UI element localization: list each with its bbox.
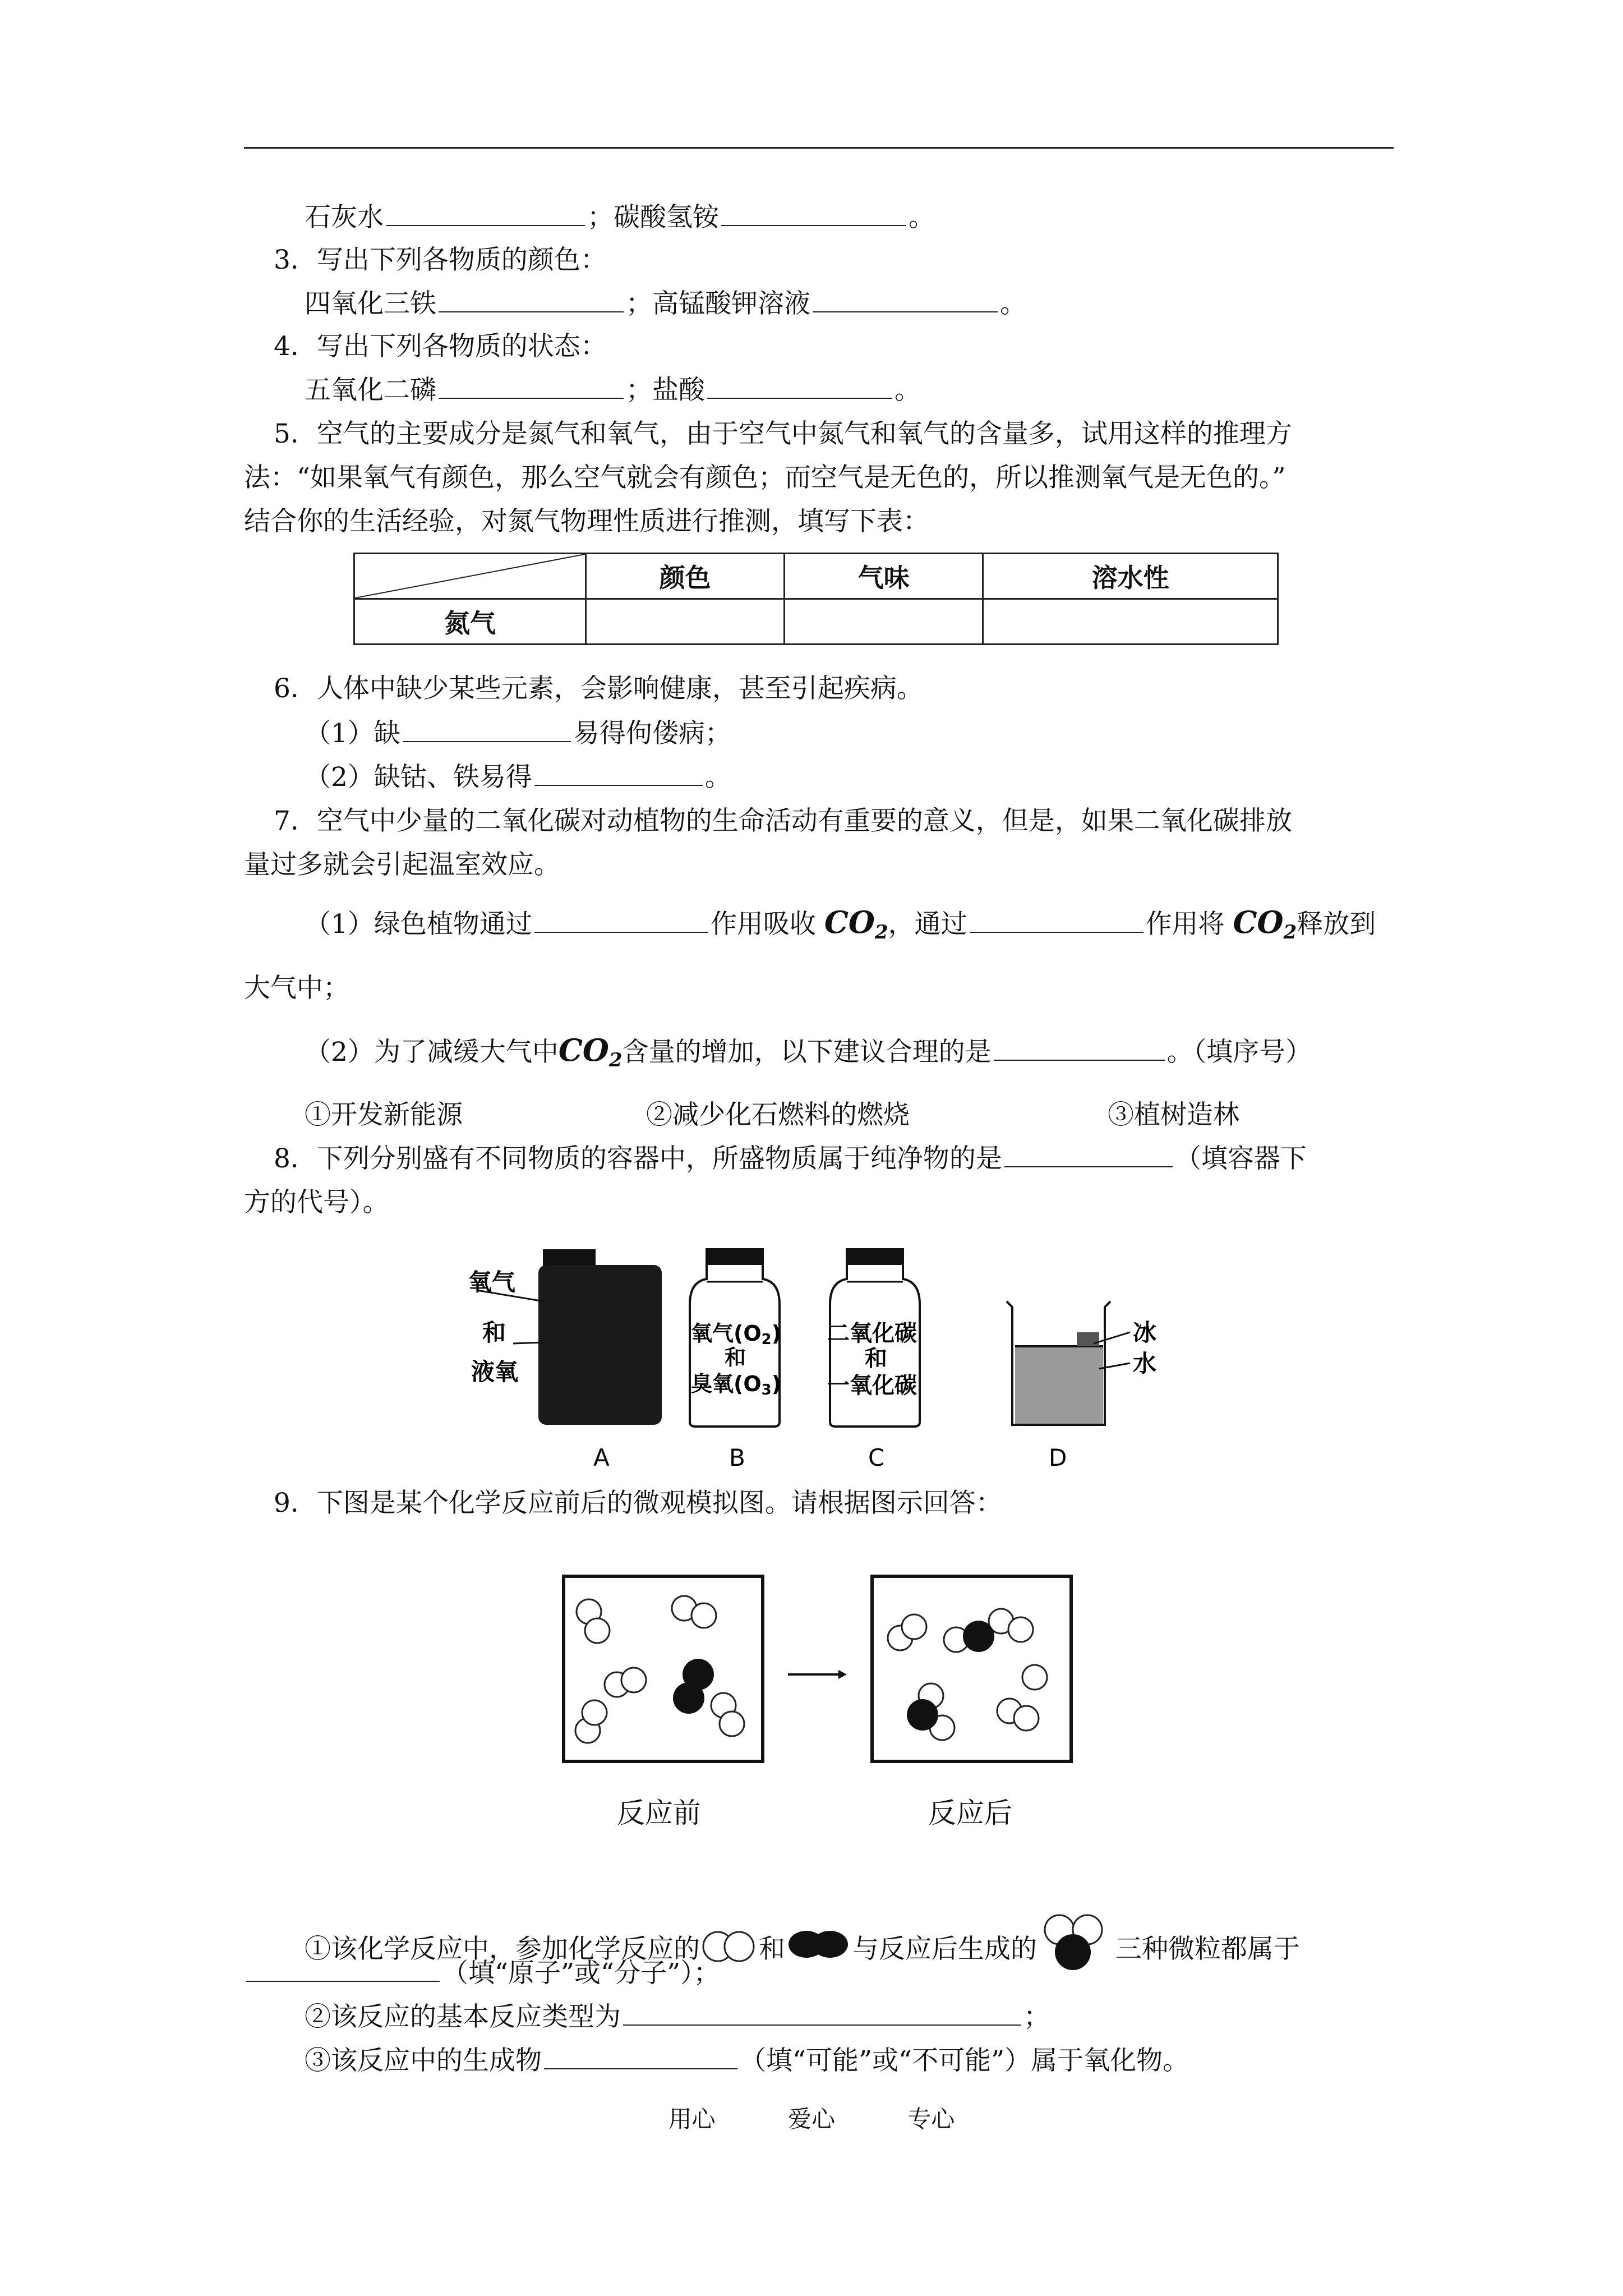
- text: ③该反应中的生成物: [305, 2045, 542, 2076]
- q8-line-2: 方的代号）。: [244, 1187, 389, 1218]
- text: ；碳酸氢铵: [587, 202, 719, 233]
- svg-text:和: 和: [865, 1346, 887, 1372]
- q4-title: 4．写出下列各物质的状态：: [274, 331, 607, 362]
- text: 易得佝偻病；: [573, 718, 731, 749]
- product-molecule-icon: [1037, 1913, 1115, 1975]
- text: ；高锰酸钾溶液: [626, 288, 810, 319]
- text: ；盐酸: [626, 375, 705, 406]
- containers-figure: [460, 1248, 1161, 1473]
- label: 氧气: [468, 1268, 516, 1296]
- q5-line-1: 5．空气的主要成分是氮气和氧气，由于空气中氮气和氧气的含量多，试用这样的推理方: [274, 418, 1292, 449]
- container-d: [1007, 1301, 1156, 1425]
- container-a: [468, 1249, 662, 1425]
- text: ②该反应的基本反应类型为: [305, 2001, 621, 2032]
- text: 。: [895, 375, 921, 406]
- text: （1）缺: [305, 718, 400, 749]
- text: ，通过: [888, 909, 967, 940]
- text: （填容器下: [1174, 1143, 1307, 1174]
- text: 作用将: [1145, 909, 1225, 940]
- q8-line-1: [274, 1142, 1307, 1176]
- answer-blank[interactable]: [534, 762, 703, 786]
- after-caption: 反应后: [928, 1797, 1012, 1829]
- footer-word: 用心: [668, 2105, 716, 2133]
- q7-option-1: ①开发新能源: [305, 1099, 463, 1130]
- text: （填“原子”或“分子”）；: [442, 1958, 720, 1989]
- q6-line-1: [305, 717, 731, 751]
- footer-word: 专心: [907, 2105, 955, 2133]
- table-row: [354, 599, 1278, 645]
- q7-part1-cont: 大气中；: [244, 973, 349, 1004]
- q6-line-2: [305, 761, 731, 794]
- text: 与反应后生成的: [852, 1934, 1037, 1964]
- answer-blank[interactable]: [439, 375, 624, 399]
- table-cell[interactable]: [586, 599, 785, 645]
- container-c: [827, 1248, 920, 1427]
- table-header: 气味: [785, 554, 983, 599]
- text: （2）缺钴、铁易得: [305, 762, 532, 793]
- co2-formula: $CO_2$: [1233, 904, 1297, 944]
- before-black-molecule: [673, 1659, 714, 1714]
- row-label: 氮气: [354, 599, 586, 645]
- text: 8．下列分别盛有不同物质的容器中，所盛物质属于纯净物的是: [274, 1143, 1002, 1174]
- q9-part2: [305, 2000, 1050, 2034]
- q4-line: [305, 374, 921, 407]
- letter-c: C: [868, 1444, 885, 1471]
- text: 释放到: [1297, 909, 1376, 940]
- q3-title: 3．写出下列各物质的颜色：: [274, 245, 607, 275]
- q2-line: [305, 201, 935, 234]
- label: 和: [482, 1319, 506, 1346]
- answer-blank[interactable]: [623, 2002, 1021, 2026]
- q7-part2: [305, 1033, 1312, 1077]
- svg-text:臭氧(O3): 臭氧(O3): [691, 1372, 782, 1398]
- answer-blank[interactable]: [813, 289, 998, 312]
- answer-blank[interactable]: [403, 719, 571, 742]
- svg-text:冰: 冰: [1133, 1319, 1157, 1346]
- table-cell[interactable]: [785, 599, 983, 645]
- svg-text:水: 水: [1133, 1350, 1157, 1377]
- table-header-row: [354, 554, 1278, 599]
- letter-a: A: [593, 1444, 610, 1471]
- diagonal-line: [355, 554, 585, 598]
- q9-part3: [305, 2044, 1189, 2078]
- text: （填“可能”或“不可能”）属于氧化物。: [740, 2045, 1189, 2076]
- answer-blank[interactable]: [544, 2046, 737, 2069]
- svg-text:氧气(O2): 氧气(O2): [691, 1321, 782, 1348]
- text: 。: [909, 202, 935, 233]
- text: 含量的增加，以下建议合理的是: [622, 1037, 992, 1068]
- q9-title: 9．下图是某个化学反应前后的微观模拟图。请根据图示回答：: [274, 1488, 1002, 1519]
- text: 石灰水: [305, 202, 384, 233]
- before-caption: 反应前: [617, 1797, 701, 1829]
- answer-blank[interactable]: [994, 1037, 1165, 1061]
- footer-word: 爱心: [787, 2105, 835, 2133]
- black-molecule-icon: [785, 1927, 852, 1962]
- page-footer: [0, 2101, 1623, 2134]
- text: ①该化学反应中，参加化学反应的: [305, 1934, 700, 1964]
- svg-text:一氧化碳: 一氧化碳: [827, 1373, 917, 1398]
- q7-line-1: 7．空气中少量的二氧化碳对动植物的生命活动有重要的意义，但是，如果二氧化碳排放: [274, 806, 1292, 836]
- text: 和: [759, 1934, 785, 1964]
- before-molecules: [575, 1596, 744, 1743]
- q5-line-3: 结合你的生活经验，对氮气物理性质进行推测，填写下表：: [244, 506, 929, 537]
- answer-blank[interactable]: [970, 909, 1144, 933]
- q6-title: 6．人体中缺少某些元素，会影响健康，甚至引起疾病。: [274, 673, 923, 704]
- letter-d: D: [1049, 1444, 1067, 1471]
- text: 。（填序号）: [1166, 1037, 1312, 1068]
- answer-blank[interactable]: [246, 1958, 440, 1982]
- text: （1）绿色植物通过: [305, 909, 532, 940]
- table-cell[interactable]: [983, 599, 1278, 645]
- header-rule: [244, 147, 1394, 149]
- co2-formula: $CO_2$: [558, 1032, 623, 1071]
- nitrogen-table: [353, 553, 1279, 645]
- answer-blank[interactable]: [534, 909, 708, 933]
- diagonal-header-cell: [354, 554, 586, 599]
- q3-line: [305, 287, 1026, 321]
- label: 液氧: [471, 1358, 519, 1386]
- letter-b: B: [729, 1444, 745, 1471]
- answer-blank[interactable]: [386, 203, 585, 226]
- text: 。: [1000, 288, 1026, 319]
- reaction-figure: [555, 1568, 1116, 1764]
- q7-line-2: 量过多就会引起温室效应。: [244, 849, 560, 880]
- q7-option-2: ②减少化石燃料的燃烧: [646, 1099, 910, 1130]
- answer-blank[interactable]: [707, 375, 892, 399]
- table-header: 溶水性: [983, 554, 1278, 599]
- q9-part1-cont: [244, 1957, 720, 1990]
- container-b: [690, 1248, 781, 1427]
- table-header: 颜色: [586, 554, 785, 599]
- co2-formula: $CO_2$: [824, 904, 888, 944]
- q7-part1: [305, 905, 1376, 949]
- text: 五氧化二磷: [305, 375, 436, 406]
- svg-text:和: 和: [725, 1345, 746, 1370]
- answer-blank[interactable]: [439, 289, 624, 312]
- text: 。: [704, 762, 731, 793]
- q5-line-2: 法：“如果氧气有颜色，那么空气就会有颜色；而空气是无色的，所以推测氧气是无色的。”: [244, 462, 1286, 493]
- text: 四氧化三铁: [305, 288, 436, 319]
- answer-blank[interactable]: [1004, 1144, 1173, 1167]
- answer-blank[interactable]: [721, 203, 906, 226]
- text: 作用吸收: [710, 909, 816, 940]
- svg-text:二氧化碳: 二氧化碳: [827, 1320, 917, 1346]
- q7-option-3: ③植树造林: [1108, 1099, 1239, 1130]
- text: ；: [1023, 2001, 1050, 2032]
- text: （2）为了减缓大气中: [305, 1037, 559, 1068]
- text: 三种微粒都属于: [1115, 1934, 1300, 1964]
